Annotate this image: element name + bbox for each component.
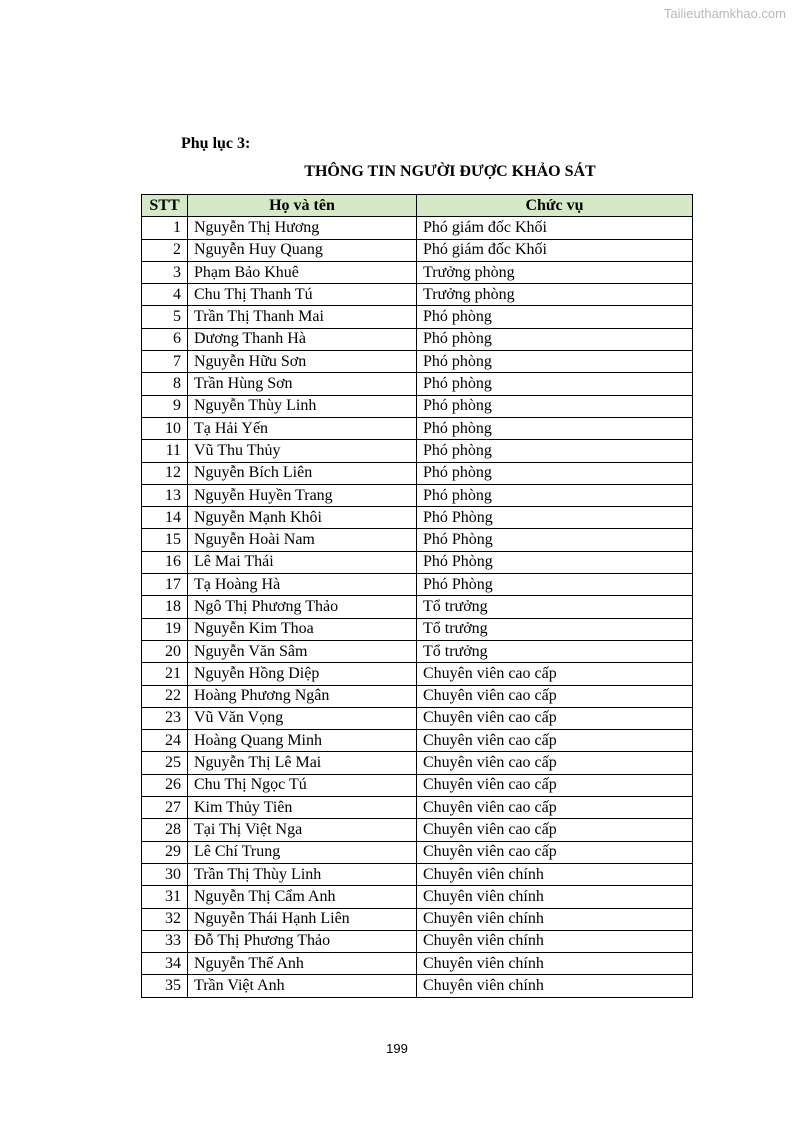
row-number: 19 <box>142 618 188 640</box>
table-row <box>142 975 693 997</box>
full-name: Tại Thị Việt Nga <box>188 819 417 841</box>
table-row <box>142 819 693 841</box>
full-name: Nguyễn Bích Liên <box>188 462 417 484</box>
full-name: Nguyễn Hữu Sơn <box>188 351 417 373</box>
row-number: 20 <box>142 640 188 662</box>
row-number: 33 <box>142 930 188 952</box>
full-name: Trần Hùng Sơn <box>188 373 417 395</box>
position: Chuyên viên cao cấp <box>417 841 693 863</box>
table-row <box>142 507 693 529</box>
row-number: 14 <box>142 507 188 529</box>
full-name: Nguyễn Huy Quang <box>188 239 417 261</box>
row-number: 30 <box>142 863 188 885</box>
header-position: Chức vụ <box>417 195 693 217</box>
position: Phó phòng <box>417 306 693 328</box>
full-name: Trần Thị Thùy Linh <box>188 863 417 885</box>
table-row <box>142 328 693 350</box>
full-name: Nguyễn Thị Hương <box>188 217 417 239</box>
full-name: Nguyễn Thị Cẩm Anh <box>188 886 417 908</box>
page-number: 199 <box>386 1041 408 1056</box>
table-header-row <box>142 195 693 217</box>
full-name: Tạ Hoàng Hà <box>188 574 417 596</box>
full-name: Lê Mai Thái <box>188 551 417 573</box>
row-number: 11 <box>142 440 188 462</box>
position: Phó Phòng <box>417 574 693 596</box>
position: Phó phòng <box>417 484 693 506</box>
row-number: 24 <box>142 730 188 752</box>
row-number: 5 <box>142 306 188 328</box>
row-number: 1 <box>142 217 188 239</box>
table-row <box>142 484 693 506</box>
table-row <box>142 529 693 551</box>
table-row <box>142 797 693 819</box>
row-number: 22 <box>142 685 188 707</box>
row-number: 26 <box>142 774 188 796</box>
table-row <box>142 373 693 395</box>
row-number: 3 <box>142 261 188 283</box>
full-name: Đỗ Thị Phương Thảo <box>188 930 417 952</box>
row-number: 27 <box>142 797 188 819</box>
position: Phó phòng <box>417 328 693 350</box>
full-name: Lê Chí Trung <box>188 841 417 863</box>
position: Chuyên viên cao cấp <box>417 797 693 819</box>
respondent-table <box>141 194 693 998</box>
row-number: 10 <box>142 417 188 439</box>
position: Phó phòng <box>417 351 693 373</box>
position: Chuyên viên chính <box>417 975 693 997</box>
position: Trưởng phòng <box>417 261 693 283</box>
position: Chuyên viên chính <box>417 886 693 908</box>
full-name: Phạm Bảo Khuê <box>188 261 417 283</box>
position: Phó giám đốc Khối <box>417 217 693 239</box>
table-row <box>142 239 693 261</box>
full-name: Dương Thanh Hà <box>188 328 417 350</box>
table-row <box>142 841 693 863</box>
table-row <box>142 351 693 373</box>
full-name: Kim Thủy Tiên <box>188 797 417 819</box>
table-row <box>142 730 693 752</box>
row-number: 12 <box>142 462 188 484</box>
position: Phó phòng <box>417 440 693 462</box>
full-name: Hoàng Quang Minh <box>188 730 417 752</box>
position: Chuyên viên cao cấp <box>417 752 693 774</box>
full-name: Nguyễn Thế Anh <box>188 953 417 975</box>
row-number: 34 <box>142 953 188 975</box>
full-name: Ngô Thị Phương Thảo <box>188 596 417 618</box>
table-row <box>142 663 693 685</box>
position: Chuyên viên cao cấp <box>417 685 693 707</box>
position: Chuyên viên chính <box>417 908 693 930</box>
table-row <box>142 551 693 573</box>
position: Chuyên viên cao cấp <box>417 819 693 841</box>
row-number: 21 <box>142 663 188 685</box>
table-row <box>142 863 693 885</box>
row-number: 25 <box>142 752 188 774</box>
full-name: Chu Thị Thanh Tú <box>188 284 417 306</box>
position: Chuyên viên cao cấp <box>417 707 693 729</box>
full-name: Hoàng Phương Ngân <box>188 685 417 707</box>
position: Phó phòng <box>417 462 693 484</box>
row-number: 17 <box>142 574 188 596</box>
full-name: Nguyễn Thị Lê Mai <box>188 752 417 774</box>
table-row <box>142 574 693 596</box>
table-body <box>142 217 693 997</box>
full-name: Nguyễn Hồng Diệp <box>188 663 417 685</box>
position: Tổ trưởng <box>417 618 693 640</box>
full-name: Nguyễn Thùy Linh <box>188 395 417 417</box>
row-number: 9 <box>142 395 188 417</box>
table-row <box>142 640 693 662</box>
full-name: Nguyễn Mạnh Khôi <box>188 507 417 529</box>
row-number: 29 <box>142 841 188 863</box>
full-name: Trần Việt Anh <box>188 975 417 997</box>
full-name: Nguyễn Thái Hạnh Liên <box>188 908 417 930</box>
table-row <box>142 306 693 328</box>
full-name: Nguyễn Huyền Trang <box>188 484 417 506</box>
full-name: Nguyễn Văn Sâm <box>188 640 417 662</box>
full-name: Tạ Hải Yến <box>188 417 417 439</box>
table-row <box>142 261 693 283</box>
table-row <box>142 217 693 239</box>
table-row <box>142 707 693 729</box>
watermark: Tailieuthamkhao.com <box>663 6 786 21</box>
row-number: 35 <box>142 975 188 997</box>
row-number: 31 <box>142 886 188 908</box>
row-number: 15 <box>142 529 188 551</box>
table-row <box>142 596 693 618</box>
position: Trưởng phòng <box>417 284 693 306</box>
table-row <box>142 618 693 640</box>
row-number: 13 <box>142 484 188 506</box>
table-row <box>142 953 693 975</box>
table-row <box>142 284 693 306</box>
header-stt: STT <box>142 195 188 217</box>
position: Phó Phòng <box>417 529 693 551</box>
table-row <box>142 417 693 439</box>
full-name: Chu Thị Ngọc Tú <box>188 774 417 796</box>
table-row <box>142 462 693 484</box>
row-number: 18 <box>142 596 188 618</box>
table-row <box>142 752 693 774</box>
full-name: Trần Thị Thanh Mai <box>188 306 417 328</box>
row-number: 28 <box>142 819 188 841</box>
row-number: 8 <box>142 373 188 395</box>
position: Chuyên viên chính <box>417 930 693 952</box>
full-name: Vũ Thu Thủy <box>188 440 417 462</box>
row-number: 2 <box>142 239 188 261</box>
position: Chuyên viên chính <box>417 953 693 975</box>
position: Phó Phòng <box>417 507 693 529</box>
row-number: 32 <box>142 908 188 930</box>
table-row <box>142 395 693 417</box>
table-row <box>142 908 693 930</box>
full-name: Vũ Văn Vọng <box>188 707 417 729</box>
appendix-label: Phụ lục 3: <box>181 135 251 152</box>
position: Tổ trưởng <box>417 596 693 618</box>
row-number: 4 <box>142 284 188 306</box>
position: Chuyên viên cao cấp <box>417 774 693 796</box>
position: Phó phòng <box>417 395 693 417</box>
row-number: 7 <box>142 351 188 373</box>
table-row <box>142 886 693 908</box>
row-number: 23 <box>142 707 188 729</box>
table-row <box>142 685 693 707</box>
position: Chuyên viên cao cấp <box>417 663 693 685</box>
position: Tổ trưởng <box>417 640 693 662</box>
full-name: Nguyễn Kim Thoa <box>188 618 417 640</box>
header-full-name: Họ và tên <box>188 195 417 217</box>
table-row <box>142 930 693 952</box>
row-number: 6 <box>142 328 188 350</box>
position: Phó phòng <box>417 417 693 439</box>
position: Chuyên viên cao cấp <box>417 730 693 752</box>
full-name: Nguyễn Hoài Nam <box>188 529 417 551</box>
position: Chuyên viên chính <box>417 863 693 885</box>
table-row <box>142 440 693 462</box>
position: Phó phòng <box>417 373 693 395</box>
position: Phó giám đốc Khối <box>417 239 693 261</box>
position: Phó Phòng <box>417 551 693 573</box>
page-title: THÔNG TIN NGƯỜI ĐƯỢC KHẢO SÁT <box>304 163 596 180</box>
table-row <box>142 774 693 796</box>
row-number: 16 <box>142 551 188 573</box>
